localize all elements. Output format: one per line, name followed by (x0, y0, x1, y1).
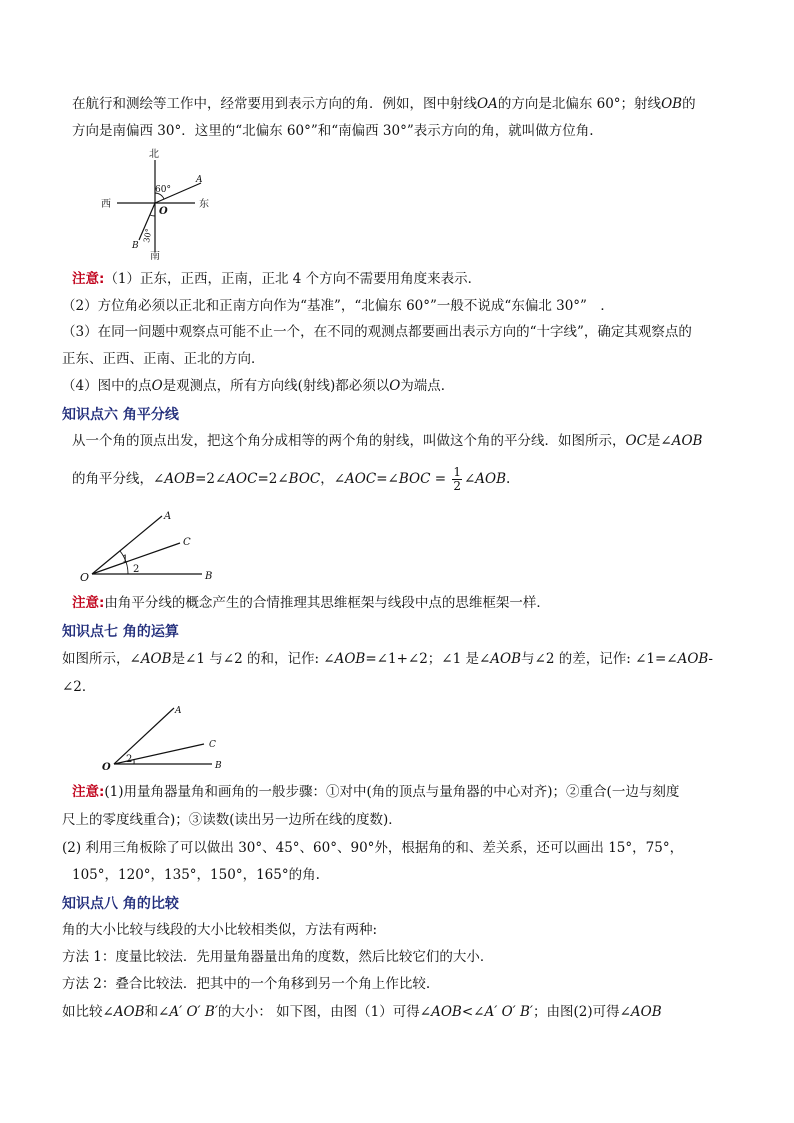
note-2: （2）方位角必须以正北和正南方向作为“基准”，“北偏东 60°”一般不说成“东偏北 30°” ． (62, 298, 614, 314)
angle-30-label: 30° (142, 227, 154, 244)
ray-oc: OC (625, 433, 647, 449)
west-label: 西 (101, 199, 111, 210)
point-o: O (151, 378, 163, 394)
note-label: 注意: (72, 595, 105, 611)
note-label: 注意: (72, 271, 105, 287)
point-b-label: B (205, 571, 213, 582)
math-var: AOB (490, 651, 522, 667)
fraction-denominator: 2 (453, 479, 461, 493)
section-7-line-1 (62, 650, 713, 668)
math-var: BOC (288, 471, 321, 487)
section-6-note (72, 594, 550, 612)
point-o: O (389, 378, 401, 394)
text: (1)用量角器量角和画角的一般步骤：①对中(角的顶点与量角器的中心对齐)；②重合(一边与刻度 (104, 784, 680, 800)
text: 如比较∠ (62, 1004, 114, 1020)
section-7-note-2a: (2) 利用三角板除了可以做出 30°、45°、60°、90°外，根据角的和、差关系，还可以画出 15°，75°， (62, 840, 684, 856)
east-label: 东 (199, 199, 209, 210)
angle-bisector-figure (78, 508, 228, 584)
ray-oa-label: OA (477, 96, 498, 112)
text: . (506, 471, 511, 487)
text: （1）正东，正西，正南，正北 4 个方向不需要用角度来表示． (104, 271, 482, 287)
text: 是∠ (646, 433, 672, 449)
section-6-line-2 (72, 462, 510, 496)
text: 如图所示，∠ (62, 651, 141, 667)
text: 从一个角的顶点出发，把这个角分成相等的两个角的射线，叫做这个角的平分线．如图所示， (72, 433, 626, 449)
math-var: A′ O′ B′ (169, 1004, 218, 1020)
text: 的大小： 如下图，由图（1）可得∠ (217, 1004, 432, 1020)
math-var: AOB (140, 651, 172, 667)
text: 是观测点，所有方向线(射线)都必须以 (162, 378, 390, 394)
fraction-half (452, 466, 462, 493)
math-var: AOB (334, 651, 366, 667)
math-var: AOB (164, 471, 196, 487)
math-var: AOB (113, 1004, 145, 1020)
math-var: A′ O′ B′ (484, 1004, 533, 1020)
section-6-heading: 知识点六 角平分线 (62, 407, 179, 423)
text: 为端点． (400, 378, 455, 394)
intro-line-2: 方向是南偏西 30°．这里的“北偏东 60°”和“南偏西 30°”表示方向的角，就叫做方位角. (72, 123, 594, 139)
north-label: 北 (149, 149, 159, 160)
section-7-line-2: ∠2． (62, 679, 96, 695)
point-o-label: O (80, 571, 90, 584)
text: =2∠ (257, 471, 289, 487)
section-7-heading: 知识点七 角的运算 (62, 624, 179, 640)
point-b-label: B (132, 241, 139, 251)
point-a-label: A (164, 511, 172, 522)
section-8-line-2: 方法 1：度量比较法．先用量角器量出角的度数，然后比较它们的大小． (62, 949, 494, 965)
point-c-label: C (209, 740, 216, 750)
note-4 (62, 377, 454, 395)
section-7-note-1b: 尺上的零度线重合)；③读数(读出另一边所在线的度数)． (62, 812, 402, 828)
section-8-line-4 (62, 1003, 662, 1021)
math-var: AOB (431, 1004, 462, 1020)
angle-60-label: 60° (155, 185, 171, 195)
text: =∠ (376, 471, 399, 487)
text: 与∠2 的差，记作: ∠1=∠ (521, 651, 678, 667)
section-8-heading: 知识点八 角的比较 (62, 896, 179, 912)
fraction-numerator: 1 (453, 465, 461, 479)
text: ∠ (463, 471, 476, 487)
text: 在航行和测绘等工作中，经常要用到表示方向的角．例如，图中射线 (72, 96, 477, 112)
section-6-line-1 (72, 432, 702, 450)
text: 由角平分线的概念产生的合情推理其思维框架与线段中点的思维框架一样． (104, 595, 550, 611)
text: 的 (682, 96, 696, 112)
text: 的方向是北偏东 60°；射线 (497, 96, 662, 112)
text: <∠ (461, 1004, 485, 1020)
text: 和∠ (144, 1004, 170, 1020)
section-8-line-3: 方法 2：叠合比较法．把其中的一个角移到另一个角上作比较. (62, 976, 431, 992)
note-1 (72, 270, 481, 288)
text: ；由图(2)可得∠ (532, 1004, 631, 1020)
point-a-label: A (175, 706, 182, 716)
point-o-label: O (159, 206, 168, 217)
point-a-label: A (196, 175, 203, 185)
angle-2-label: 2 (133, 564, 140, 575)
text: = (430, 471, 451, 487)
angle-1-label: 1 (122, 554, 129, 565)
math-var: AOB (630, 1004, 662, 1020)
text: ，∠ (320, 471, 346, 487)
math-var: AOC (226, 471, 258, 487)
math-var: AOB (475, 471, 507, 487)
text: - (708, 651, 713, 667)
direction-figure (95, 148, 225, 260)
angle-aob: AOB (671, 433, 703, 449)
note-3a: （3）在同一问题中观察点可能不止一个，在不同的观测点都要画出表示方向的“十字线”，确定其观察点的 (62, 324, 692, 340)
math-var: AOC (345, 471, 377, 487)
text: 是∠1 与∠2 的和，记作: ∠ (171, 651, 335, 667)
point-b-label: B (215, 761, 222, 771)
math-var: AOB (677, 651, 709, 667)
angle-2-label: 2 (126, 754, 133, 765)
section-7-note-1a (72, 783, 679, 801)
intro-line-1 (72, 95, 696, 113)
point-c-label: C (183, 537, 191, 548)
section-8-line-1: 角的大小比较与线段的大小比较相类似，方法有两种: (62, 922, 378, 938)
math-var: BOC (398, 471, 431, 487)
point-o-label: O (102, 762, 111, 773)
text: =2∠ (195, 471, 227, 487)
ray-ob-label: OB (661, 96, 683, 112)
note-label: 注意: (72, 784, 105, 800)
south-label: 南 (150, 251, 160, 262)
section-7-note-2b: 105°，120°，135°，150°，165°的角. (72, 867, 320, 883)
text: 的角平分线，∠ (72, 471, 165, 487)
text: =∠1+∠2；∠1 是∠ (365, 651, 491, 667)
note-3b: 正东、正西、正南、正北的方向． (62, 351, 265, 367)
text: （4）图中的点 (62, 378, 152, 394)
angle-operation-figure (100, 700, 240, 772)
